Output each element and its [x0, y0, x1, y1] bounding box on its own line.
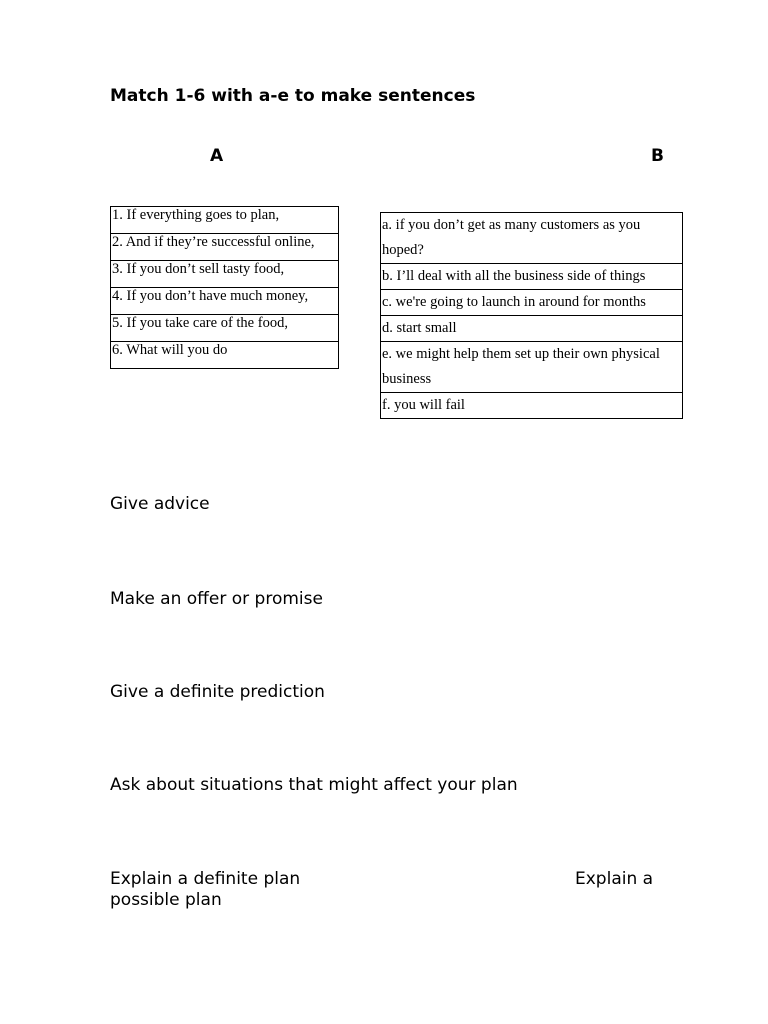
prompt-possible-plan-start: Explain a [575, 869, 654, 889]
ending-d: d. start small [381, 316, 683, 342]
table-row [111, 207, 339, 234]
prompt-offer-promise: Make an offer or promise [110, 589, 323, 609]
table-row [381, 213, 683, 264]
column-a-heading: A [210, 146, 224, 166]
ending-b: b. I’ll deal with all the business side of things [381, 264, 683, 290]
clause-4: 4. If you don’t have much money, [111, 288, 339, 315]
table-row [111, 342, 339, 369]
column-a-table [110, 206, 339, 369]
table-row [381, 264, 683, 290]
table-row [381, 290, 683, 316]
table-row [111, 315, 339, 342]
ending-a: a. if you don’t get as many customers as you hoped? [381, 213, 683, 264]
prompt-definite-prediction: Give a definite prediction [110, 682, 325, 702]
table-row [381, 342, 683, 393]
table-row [111, 288, 339, 315]
clause-3: 3. If you don’t sell tasty food, [111, 261, 339, 288]
prompt-possible-plan-end: possible plan [110, 890, 222, 910]
column-b-table [380, 212, 683, 419]
ending-c: c. we're going to launch in around for months [381, 290, 683, 316]
prompt-definite-plan: Explain a definite plan [110, 869, 301, 889]
clause-2: 2. And if they’re successful online, [111, 234, 339, 261]
column-b-heading: B [651, 146, 664, 166]
exercise-title: Match 1-6 with a-e to make sentences [110, 86, 476, 106]
prompt-give-advice: Give advice [110, 494, 210, 514]
table-row [381, 316, 683, 342]
table-row [381, 393, 683, 419]
table-row [111, 261, 339, 288]
prompt-ask-situations: Ask about situations that might affect your plan [110, 775, 518, 795]
ending-f: f. you will fail [381, 393, 683, 419]
ending-e: e. we might help them set up their own physical business [381, 342, 683, 393]
clause-6: 6. What will you do [111, 342, 339, 369]
clause-5: 5. If you take care of the food, [111, 315, 339, 342]
table-row [111, 234, 339, 261]
clause-1: 1. If everything goes to plan, [111, 207, 339, 234]
